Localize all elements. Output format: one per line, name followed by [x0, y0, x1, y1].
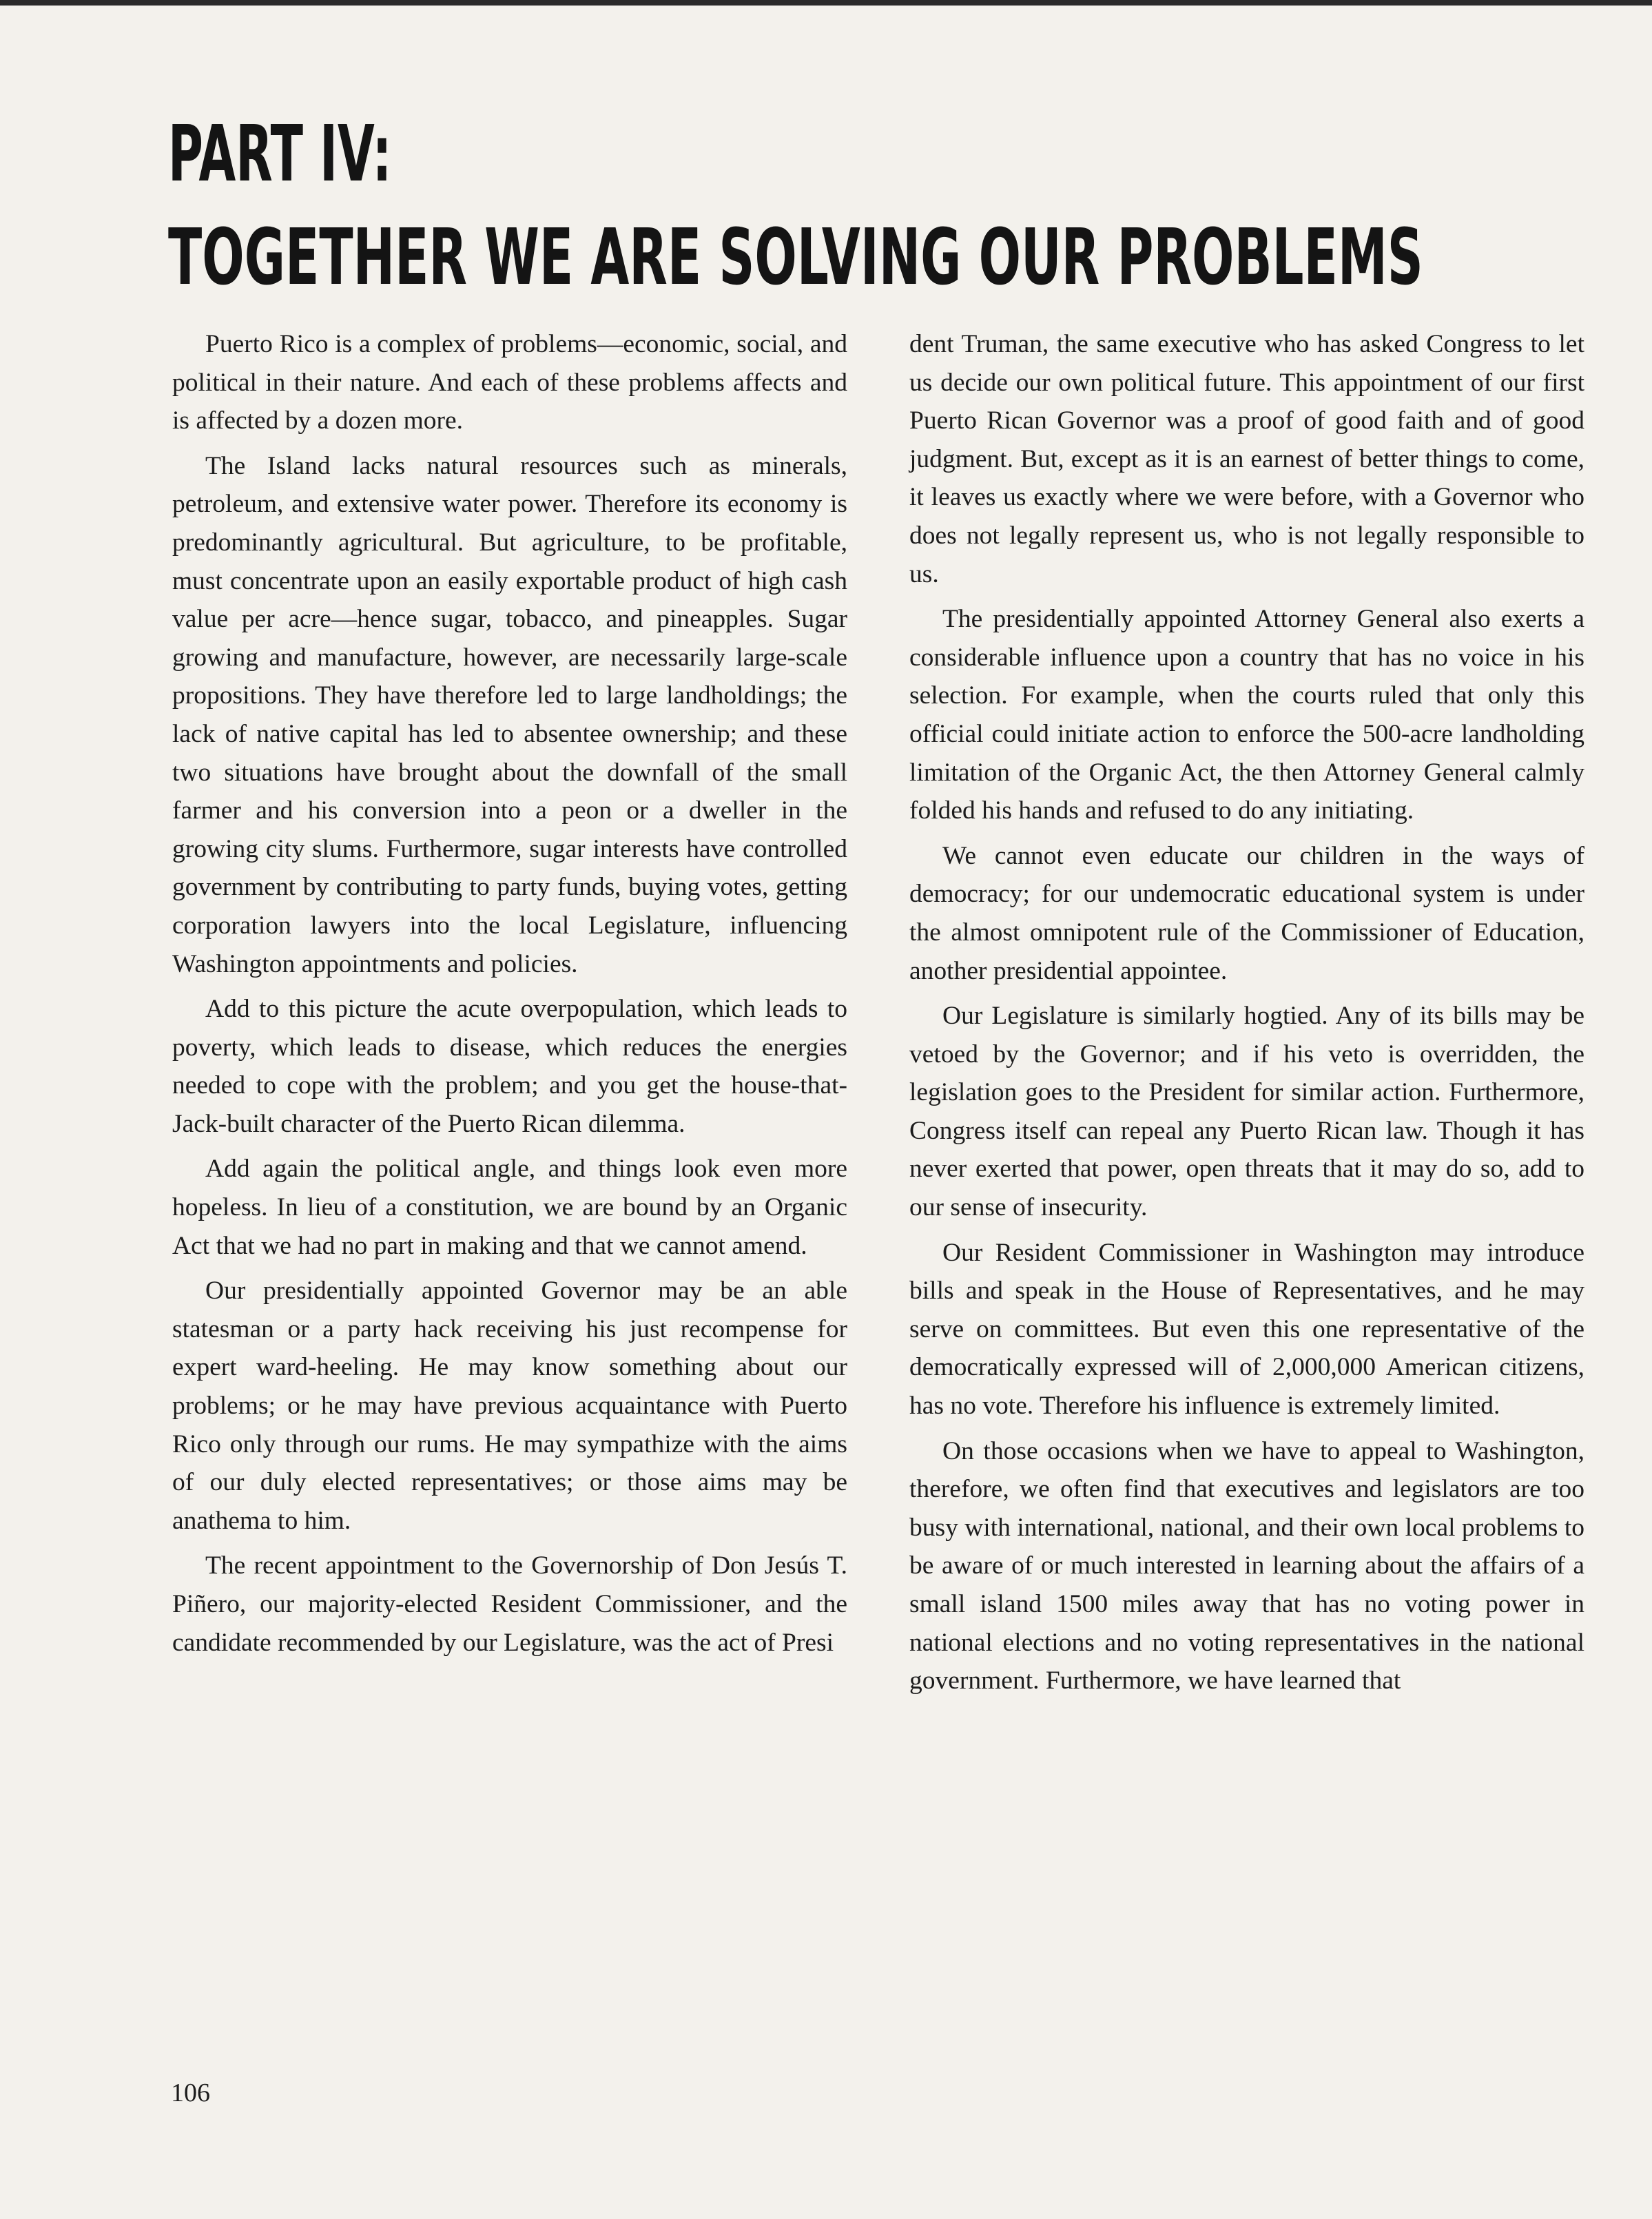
paragraph: The recent appointment to the Governorship of Don Jesús T. Piñero, our majority-elected Resident Commissioner, and the candidate recommended by our Legislature, was the act of Presi: [172, 1551, 847, 1657]
chapter-title: TOGETHER WE ARE SOLVING OUR PROBLEMS: [168, 213, 1423, 302]
paragraph: We cannot even educate our children in the ways of democracy; for our undemocratic educational system is under the almost omnipotent rule of the Commissioner of Education, another presidential appointee.: [909, 841, 1584, 985]
paragraph: The Island lacks natural resources such as minerals, petroleum, and extensive water power. Therefore its economy is predominantly agricultural. But agriculture, to be profitable, must concentrate upon an easily exportable product of high cash value per acre—hence sugar, tobacco, and pineapples. Sugar growing and manufacture, however, are necessarily large-scale propositions. They have therefore led to large landholdings; the lack of native capital has led to absentee ownership; and these two situations have brought about the downfall of the small farmer and his conversion into a peon or a dweller in the growing city slums. Furthermore, sugar interests have controlled government by contributing to party funds, buying votes, getting corporation lawyers into the local Legislature, influencing Washington appointments and policies.: [172, 451, 847, 978]
top-border-rule: [0, 0, 1652, 6]
right-text-column: [909, 325, 1584, 1707]
page-number: 106: [171, 2078, 210, 2107]
paragraph: Add again the political angle, and things look even more hopeless. In lieu of a constitution, we are bound by an Organic Act that we had no part in making and that we cannot amend.: [172, 1155, 847, 1260]
paragraph: Our Legislature is similarly hogtied. Any of its bills may be vetoed by the Governor; and if his veto is overridden, the legislation goes to the President for similar action. Furthermore, Congress itself can repeal any Puerto Rican law. Though it has never exerted that power, open threats that it may do so, add to our sense of insecurity.: [909, 1002, 1584, 1222]
paragraph: The presidentially appointed Attorney General also exerts a considerable influence upon a country that has no voice in his selection. For example, when the courts ruled that only this official could initiate action to enforce the 500-acre landholding limitation of the Organic Act, the then Attorney General calmly folded his hands and refused to do any initiating.: [909, 605, 1584, 825]
paragraph: Our Resident Commissioner in Washington may introduce bills and speak in the House of Representatives, and he may serve on committees. But even this one representative of the democratically expressed will of 2,000,000 American citizens, has no vote. Therefore his influence is extremely limited.: [909, 1238, 1584, 1421]
paragraph-continued: dent Truman, the same executive who has asked Congress to let us decide our own political future. This appointment of our first Puerto Rican Governor was a proof of good faith and of good judgment. But, except as it is an earnest of better things to come, it leaves us exactly where we were before, with a Governor who does not legally represent us, who is not legally responsible to us.: [909, 330, 1584, 588]
paragraph: Puerto Rico is a complex of problems—economic, social, and political in their nature. And each of these problems affects and is affected by a dozen more.: [172, 330, 847, 435]
part-heading: PART IV:: [168, 110, 392, 199]
paragraph: Our presidentially appointed Governor may be an able statesman or a party hack receiving his just recompense for expert ward-heeling. He may know something about our problems; or he may have previous acquaintance with Puerto Rico only through our rums. He may sympathize with the aims of our duly elected representatives; or those aims may be anathema to him.: [172, 1277, 847, 1535]
left-text-column: [172, 325, 847, 1669]
paragraph: Add to this picture the acute overpopulation, which leads to poverty, which leads to disease, which reduces the energies needed to cope with the problem; and you get the house-that-Jack-built character of the Puerto Rican dilemma.: [172, 995, 847, 1138]
paragraph: On those occasions when we have to appeal to Washington, therefore, we often find that executives and legislators are too busy with international, national, and their own local problems to be aware of or much interested in learning about the affairs of a small island 1500 miles away that has no voting power in national elections and no voting representatives in the national government. Furthermore, we have learned that: [909, 1436, 1584, 1695]
